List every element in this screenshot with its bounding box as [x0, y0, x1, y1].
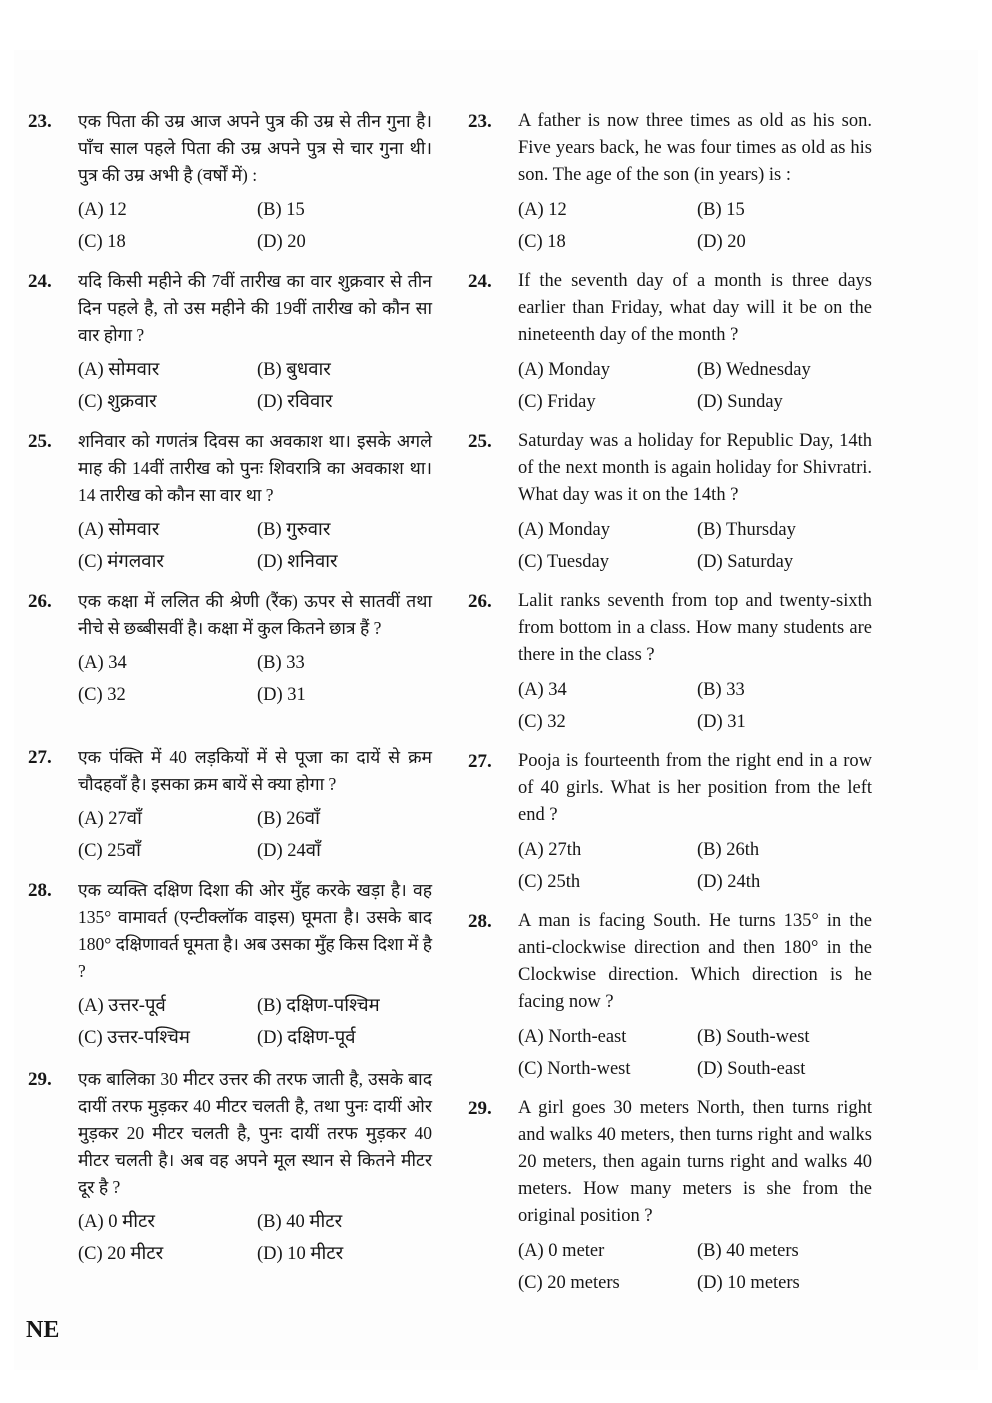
question-29: [468, 1095, 888, 1299]
option-d: (D) 31: [697, 712, 746, 732]
question-number: 27.: [28, 747, 52, 768]
option-b: (B) दक्षिण-पश्चिम: [257, 996, 380, 1016]
option-b: (B) 15: [697, 200, 745, 220]
option-d: (D) शनिवार: [257, 552, 338, 572]
option-d: (D) 10 meters: [697, 1273, 800, 1293]
question-number: 27.: [468, 751, 492, 772]
question-text: एक बालिका 30 मीटर उत्तर की तरफ जाती है, उसके बाद दायीं तरफ मुड़कर 40 मीटर चलती है, तथा पुनः दायीं ओर मुड़कर 20 मीटर चलती है, पुनः दायीं तरफ मुड़कर 40 मीटर चलती है। अब वह अपने मूल स्थान से कितने मीटर दूर है ?: [78, 1069, 432, 1197]
question-number: 28.: [28, 880, 52, 901]
option-a: (A) Monday: [518, 520, 610, 540]
option-d: (D) 20: [697, 232, 746, 252]
option-b: (B) Wednesday: [697, 360, 811, 380]
option-a: (A) 34: [518, 680, 567, 700]
question-28: [28, 877, 448, 1054]
options: [518, 514, 888, 578]
option-c: (C) 18: [78, 232, 126, 252]
option-d: (D) दक्षिण-पूर्व: [257, 1028, 356, 1048]
question-number: 25.: [28, 431, 52, 452]
question-text: एक व्यक्ति दक्षिण दिशा की ओर मुँह करके खड़ा है। वह 135° वामावर्त (एन्टीक्लॉक वाइस) घूमता है। उसके बाद 180° दक्षिणावर्त घूमता है। अब उसका मुँह किस दिशा में है ?: [78, 880, 432, 981]
option-b: (B) 33: [697, 680, 745, 700]
option-a: (A) 27th: [518, 840, 582, 860]
option-c: (C) North-west: [518, 1059, 631, 1079]
option-c: (C) 20 meters: [518, 1273, 620, 1293]
options: [78, 514, 448, 578]
question-number: 23.: [468, 111, 492, 132]
option-a: (A) 34: [78, 653, 127, 673]
option-b: (B) बुधवार: [257, 360, 331, 380]
option-a: (A) सोमवार: [78, 520, 160, 540]
option-c: (C) 32: [518, 712, 566, 732]
options: [518, 354, 888, 418]
option-d: (D) रविवार: [257, 392, 333, 412]
option-c: (C) 25वाँ: [78, 841, 141, 861]
option-d: (D) South-east: [697, 1059, 806, 1079]
option-c: (C) 18: [518, 232, 566, 252]
question-text: A girl goes 30 meters North, then turns right and walks 40 meters, then turns right and walks 20 meters, then again turns right and walks 40 meters. How many meters is she from the original position ?: [518, 1098, 872, 1226]
options: [78, 354, 448, 418]
option-c: (C) 32: [78, 685, 126, 705]
question-text: यदि किसी महीने की 7वीं तारीख का वार शुक्रवार से तीन दिन पहले है, तो उस महीने की 19वीं तारीख को कौन सा वार होगा ?: [78, 271, 432, 345]
question-number: 29.: [468, 1098, 492, 1119]
question-26: [468, 588, 888, 738]
question-number: 24.: [28, 271, 52, 292]
option-c: (C) Tuesday: [518, 552, 609, 572]
option-a: (A) North-east: [518, 1027, 627, 1047]
option-c: (C) मंगलवार: [78, 552, 164, 572]
option-a: (A) सोमवार: [78, 360, 160, 380]
option-a: (A) Monday: [518, 360, 610, 380]
options: [78, 194, 448, 258]
question-text: A man is facing South. He turns 135° in the anti-clockwise direction and then 180° in the Clockwise direction. Which direction is he facing now ?: [518, 911, 872, 1012]
question-27: [468, 748, 888, 898]
question-number: 24.: [468, 271, 492, 292]
option-a: (A) 12: [78, 200, 127, 220]
question-text: Pooja is fourteenth from the right end in a row of 40 girls. What is her position from the left end ?: [518, 751, 872, 825]
question-number: 28.: [468, 911, 492, 932]
option-b: (B) South-west: [697, 1027, 810, 1047]
option-b: (B) 33: [257, 653, 305, 673]
option-c: (C) 25th: [518, 872, 581, 892]
question-23: [468, 108, 888, 258]
question-text: If the seventh day of a month is three days earlier than Friday, what day will it be on the nineteenth day of the month ?: [518, 271, 872, 345]
question-number: 26.: [468, 591, 492, 612]
options: [518, 1021, 888, 1085]
question-text: A father is now three times as old as his son. Five years back, he was four times as old as his son. The age of the son (in years) is :: [518, 111, 872, 185]
question-number: 25.: [468, 431, 492, 452]
question-text: एक पंक्ति में 40 लड़कियों में से पूजा का दायें से क्रम चौदहवाँ है। इसका क्रम बायें से क्या होगा ?: [78, 747, 432, 794]
options: [518, 834, 888, 898]
option-a: (A) 12: [518, 200, 567, 220]
option-d: (D) 24th: [697, 872, 761, 892]
option-b: (B) गुरुवार: [257, 520, 331, 540]
options: [518, 194, 888, 258]
option-b: (B) 40 meters: [697, 1241, 799, 1261]
option-c: (C) शुक्रवार: [78, 392, 157, 412]
options: [518, 674, 888, 738]
option-d: (D) 20: [257, 232, 306, 252]
question-number: 23.: [28, 111, 52, 132]
option-b: (B) 15: [257, 200, 305, 220]
question-24: [28, 268, 448, 418]
question-25: [28, 428, 448, 578]
option-a: (A) 27वाँ: [78, 809, 142, 829]
option-d: (D) Sunday: [697, 392, 783, 412]
option-b: (B) 26th: [697, 840, 760, 860]
option-a: (A) 0 meter: [518, 1241, 605, 1261]
options: [518, 1235, 888, 1299]
question-23: [28, 108, 448, 258]
option-b: (B) 40 मीटर: [257, 1212, 343, 1232]
option-d: (D) 31: [257, 685, 306, 705]
options: [78, 803, 448, 867]
option-b: (B) 26वाँ: [257, 809, 320, 829]
question-28: [468, 908, 888, 1085]
option-d: (D) 10 मीटर: [257, 1244, 344, 1264]
question-26: [28, 588, 448, 711]
question-number: 26.: [28, 591, 52, 612]
question-text: एक कक्षा में ललित की श्रेणी (रैंक) ऊपर से सातवीं तथा नीचे से छब्बीसवीं है। कक्षा में कुल कितने छात्र हैं ?: [78, 591, 432, 638]
options: [78, 647, 448, 711]
question-27: [28, 744, 448, 867]
question-text: Saturday was a holiday for Republic Day, 14th of the next month is again holiday for Shivratri. What day was it on the 14th ?: [518, 431, 872, 505]
options: [78, 990, 448, 1054]
question-text: एक पिता की उम्र आज अपने पुत्र की उम्र से तीन गुना है। पाँच साल पहले पिता की उम्र अपने पुत्र से चार गुना थी। पुत्र की उम्र अभी है (वर्षों में) :: [78, 111, 432, 185]
booklet-code: NE: [26, 1317, 60, 1343]
option-d: (D) 24वाँ: [257, 841, 321, 861]
question-text: Lalit ranks seventh from top and twenty-sixth from bottom in a class. How many students are there in the class ?: [518, 591, 872, 665]
question-number: 29.: [28, 1069, 52, 1090]
option-a: (A) उत्तर-पूर्व: [78, 996, 166, 1016]
option-d: (D) Saturday: [697, 552, 794, 572]
option-c: (C) Friday: [518, 392, 596, 412]
question-25: [468, 428, 888, 578]
question-text: शनिवार को गणतंत्र दिवस का अवकाश था। इसके अगले माह की 14वीं तारीख को पुनः शिवरात्रि का अवकाश था। 14 तारीख को कौन सा वार था ?: [78, 431, 432, 505]
options: [78, 1206, 448, 1270]
option-c: (C) 20 मीटर: [78, 1244, 164, 1264]
option-c: (C) उत्तर-पश्चिम: [78, 1028, 190, 1048]
option-a: (A) 0 मीटर: [78, 1212, 155, 1232]
option-b: (B) Thursday: [697, 520, 796, 540]
question-24: [468, 268, 888, 418]
question-29: [28, 1066, 448, 1270]
